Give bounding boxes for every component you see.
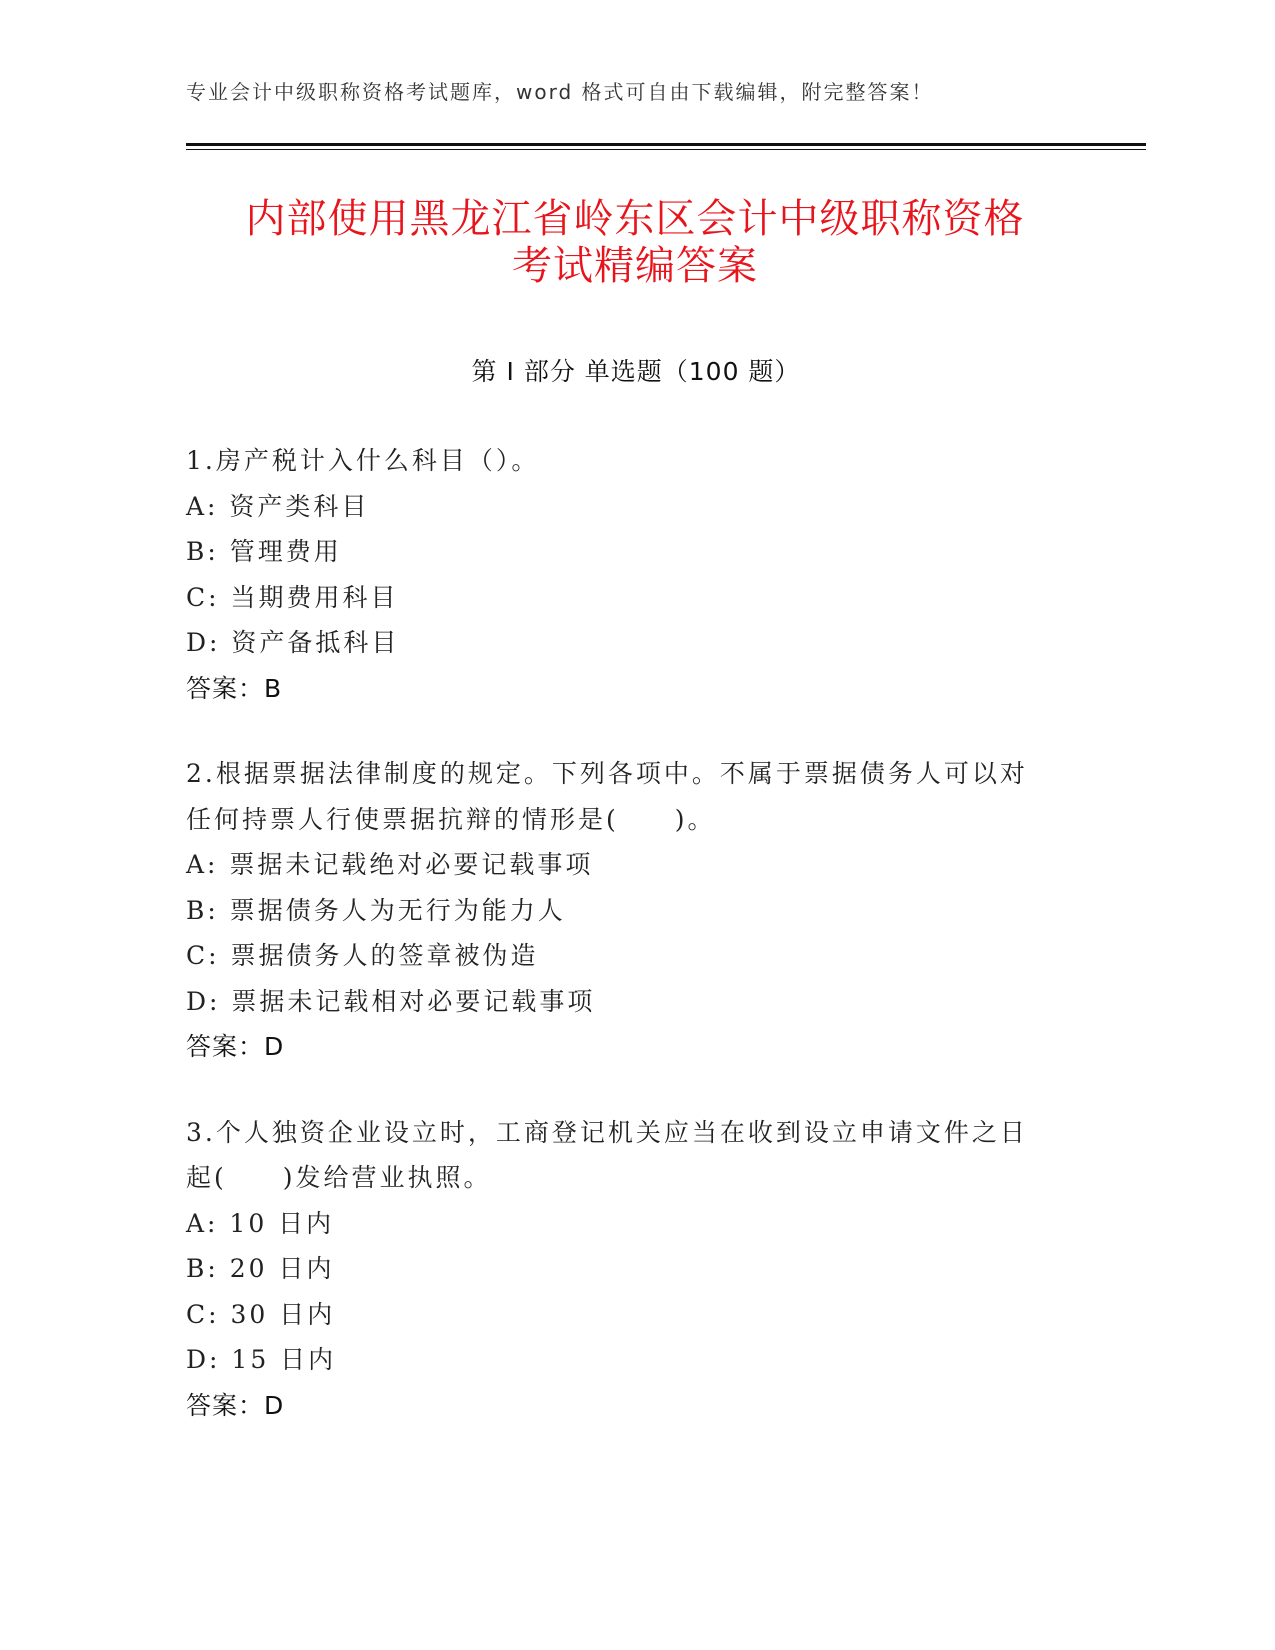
answer: 答案：B (186, 673, 283, 703)
option-d: D: 资产备抵科目 (186, 628, 400, 657)
option-c: C: 票据债务人的签章被伪造 (186, 941, 539, 970)
option-b: B: 管理费用 (186, 537, 342, 566)
option-c: C: 当期费用科目 (186, 582, 399, 612)
section-heading: 第 I 部分 单选题（100 题） (471, 357, 801, 386)
header-note: 专业会计中级职称资格考试题库，word 格式可自由下载编辑，附完整答案！ (186, 80, 934, 104)
question-stem-line-2: 起( )发给营业执照。 (186, 1163, 492, 1192)
title-line-1: 内部使用黑龙江省岭东区会计中级职称资格 (245, 196, 1025, 242)
answer: 答案：D (186, 1390, 285, 1420)
option-b: B: 20 日内 (186, 1254, 335, 1283)
option-c: C: 30 日内 (186, 1299, 336, 1329)
option-b: B: 票据债务人为无行为能力人 (186, 895, 566, 925)
option-d: D: 票据未记载相对必要记载事项 (186, 986, 596, 1016)
header-divider-thick (186, 143, 1146, 146)
question-stem-line-1: 2.根据票据法律制度的规定。下列各项中。不属于票据债务人可以对 (186, 759, 1028, 788)
header-divider-thin (186, 149, 1146, 150)
question-stem-line-2: 任何持票人行使票据抗辩的情形是( )。 (186, 804, 716, 834)
question-3 (186, 1110, 1066, 1429)
answer: 答案：D (186, 1032, 285, 1061)
option-a: A: 资产类科目 (186, 491, 370, 521)
question-stem-line-1: 3.个人独资企业设立时，工商登记机关应当在收到设立申请文件之日 (186, 1117, 1028, 1147)
title-line-2: 考试精编答案 (512, 243, 758, 289)
option-a: A: 票据未记载绝对必要记载事项 (186, 850, 594, 879)
question-1 (186, 438, 1066, 711)
option-d: D: 15 日内 (186, 1345, 337, 1374)
option-a: A: 10 日内 (186, 1208, 335, 1238)
document-title (140, 196, 1130, 290)
question-list (186, 438, 1066, 1468)
question-2 (186, 751, 1066, 1070)
question-stem: 1.房产税计入什么科目（）。 (186, 446, 540, 475)
